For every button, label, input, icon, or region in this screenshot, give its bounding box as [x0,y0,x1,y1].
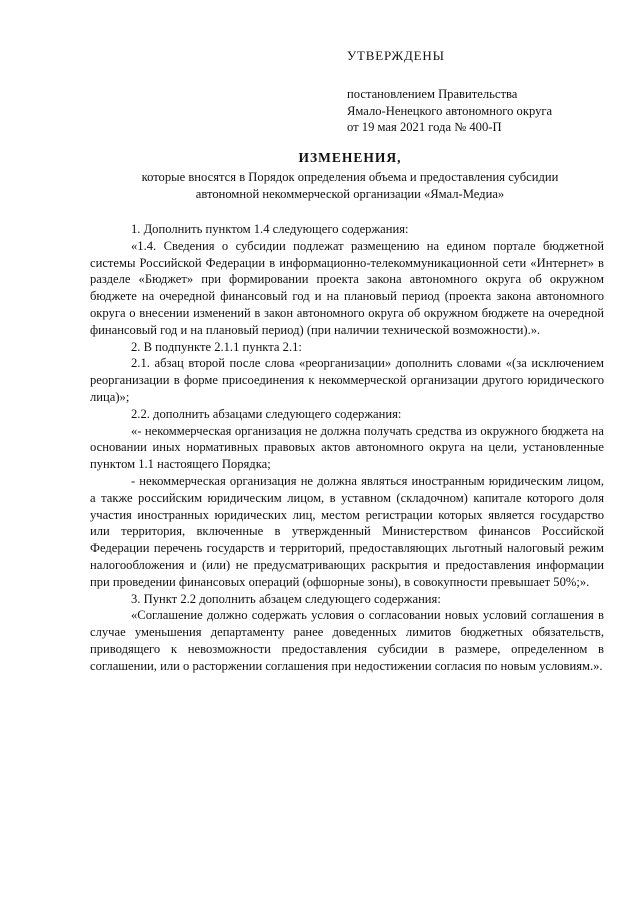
paragraph: «Соглашение должно содержать условия о согласовании новых условий соглашения в случае уменьшения департаменту ранее доведенных лимитов бюджетных обязательств, приводящего к невозможности предоставления субсидии в размере, определенном в соглашении, или о расторжении соглашения при недостижении согласия по новым условиям.». [90,608,604,673]
paragraph: «- некоммерческая организация не должна получать средства из окружного бюджета на основании иных нормативных правовых актов автономного округа на цели, установленные пунктом 1.1 настоящего Порядка; [90,423,604,472]
approval-line-1: постановлением Правительства [347,86,518,101]
title-block [90,150,610,202]
approval-line-2: Ямало-Ненецкого автономного округа [347,103,553,118]
approved-heading: УТВЕРЖДЕНЫ [347,48,445,63]
approval-stamp [347,48,627,136]
paragraph: 2. В подпункте 2.1.1 пункта 2.1: [131,339,302,354]
paragraph: 1. Дополнить пунктом 1.4 следующего содержания: [131,222,409,236]
paragraph: 2.2. дополнить абзацами следующего содержания: [131,406,402,421]
document-subtitle-line-2: автономной некоммерческой организации «Ямал-Медиа» [195,186,505,201]
document-subtitle-line-1: которые вносятся в Порядок определения объема и предоставления субсидии [141,169,559,184]
document-body [90,221,604,675]
paragraph: - некоммерческая организация не должна являться иностранным юридическим лицом, а также российским юридическим лицом, в уставном (складочном) капитале которого доля участия иностранных юридических лиц, местом регистрации которых является государство или территория, включенные в утвержденный Министерством финансов Российской Федерации перечень государств и территорий, предоставляющих льготный налоговый режим налогообложения и (или) не предусматривающих раскрытия и предоставления информации при проведении финансовых операций (офшорные зоны), в совокупности превышает 50%;». [90,473,604,589]
approval-line-3: от 19 мая 2021 года № 400-П [347,120,502,135]
paragraph: «1.4. Сведения о субсидии подлежат размещению на едином портале бюджетной системы Российской Федерации в информационно-телекоммуникационной сети «Интернет» в разделе «Бюджет» при формировании проекта закона автономного округа об окружном бюджете на очередной финансовый год и на плановый период (проекта закона автономного округа о внесении изменений в закон автономного округа об окружном бюджете на очередной финансовый год и на плановый период) (при наличии технической возможности).». [90,238,604,337]
paragraph: 2.1. абзац второй после слова «реорганизации» дополнить словами «(за исключением реорганизации в форме присоединения к некоммерческой организации другого юридического лица)»; [90,356,604,404]
paragraph: 3. Пункт 2.2 дополнить абзацем следующего содержания: [131,591,441,606]
document-title: ИЗМЕНЕНИЯ, [298,150,402,165]
